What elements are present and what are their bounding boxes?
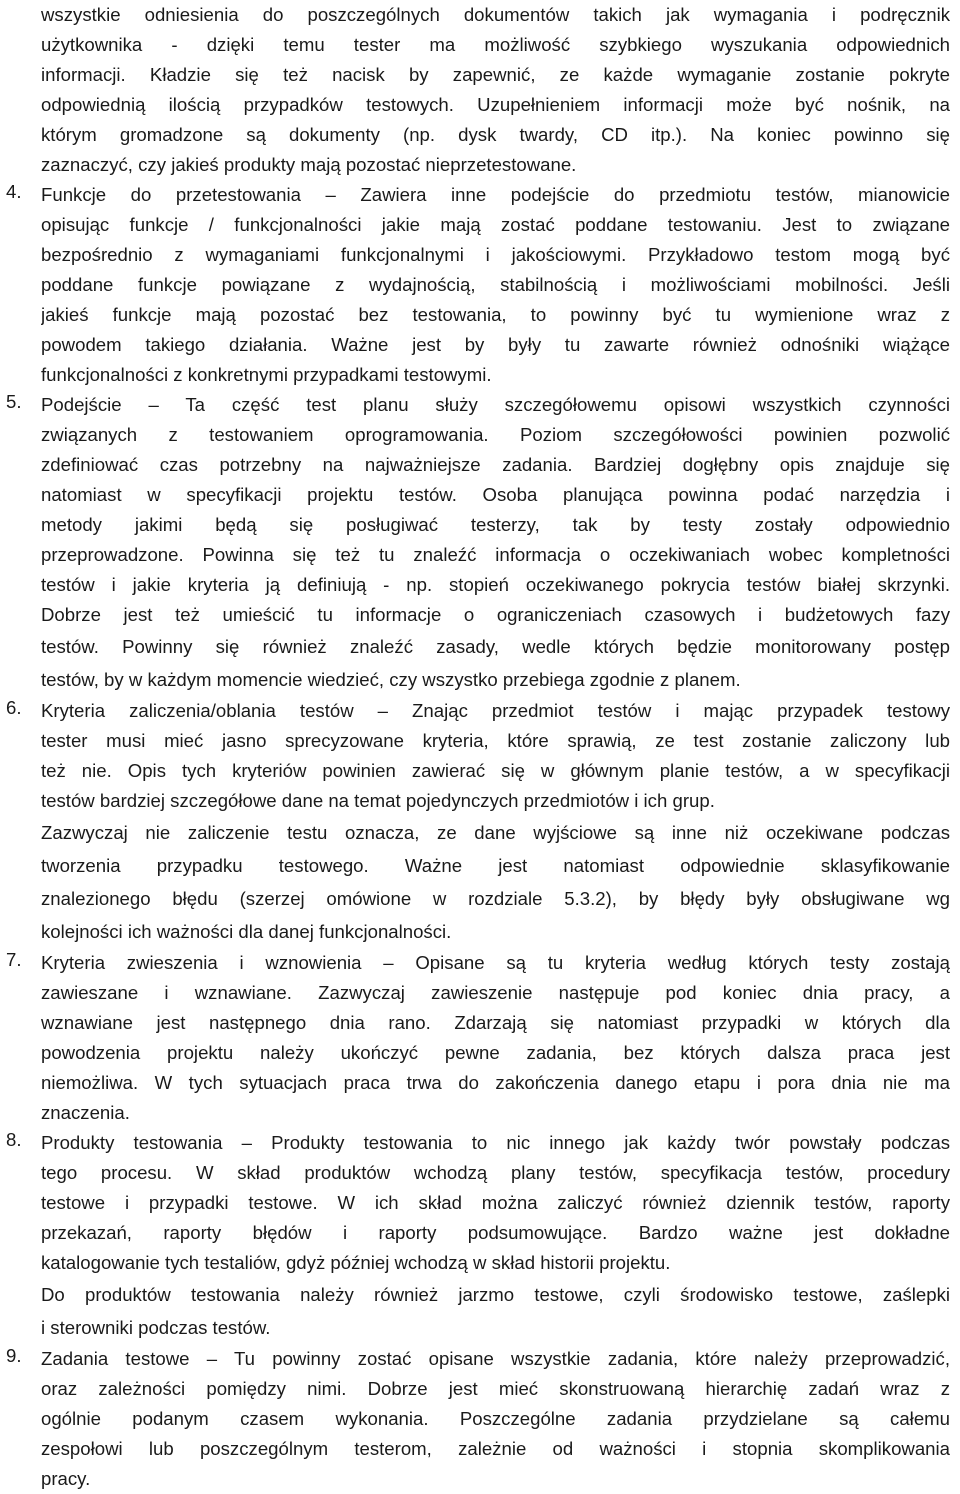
text-line: przekazań, raporty błędów i raporty podsumowujące. Bardzo ważne jest dokładne (41, 1222, 950, 1243)
text-line: powodzenia projektu należy ukończyć pewne zadania, bez których dalsza praca jest (41, 1042, 950, 1063)
text-line: zawieszane i wznawiane. Zazwyczaj zawieszenie następuje pod koniec dnia pracy, a (41, 982, 950, 1003)
text-line: zaznaczyć, czy jakieś produkty mają pozostać nieprzetestowane. (41, 154, 577, 175)
text-line: tego procesu. W skład produktów wchodzą plany testów, specyfikacja testów, procedury (41, 1162, 950, 1183)
text-line: użytkownika - dzięki temu tester ma możliwość szybkiego wyszukania odpowiednich (41, 34, 950, 55)
text-line: którym gromadzone są dokumenty (np. dysk twardy, CD itp.). Na koniec powinno się (41, 124, 950, 145)
text-line: Podejście – Ta część test planu służy szczegółowemu opisowi wszystkich czynności (41, 394, 950, 415)
list-item-5 (6, 390, 950, 696)
text-line: tworzenia przypadku testowego. Ważne jest natomiast odpowiednie sklasyfikowanie (41, 855, 950, 876)
text-line: testów i jakie kryteria ją definiują - np. stopień oczekiwanego pokrycia testów białej skrzynki. (41, 574, 950, 595)
text-line: Dobrze jest też umieścić tu informacje o ograniczeniach czasowych i budżetowych fazy (41, 604, 950, 625)
item-number: 4. (6, 181, 22, 202)
list-item-7 (6, 948, 950, 1128)
text-line: Kryteria zaliczenia/oblania testów – Znając przedmiot testów i mając przypadek testowy (41, 700, 950, 721)
item-body (41, 948, 950, 1128)
text-line: wszystkie odniesienia do poszczególnych dokumentów takich jak wymagania i podręcznik (41, 4, 950, 25)
text-line: przeprowadzone. Powinna się też tu znaleźć informacja o oczekiwaniach wobec kompletności (41, 544, 950, 565)
intro-body (41, 0, 950, 180)
text-line: testów, by w każdym momencie wiedzieć, czy wszystko przebiega zgodnie z planem. (41, 669, 741, 690)
text-line: Zadania testowe – Tu powinny zostać opisane wszystkie zadania, które należy przeprowadzić, (41, 1348, 950, 1369)
text-line: poddane funkcje powiązane z wydajnością, stabilnością i możliwościami mobilności. Jeśli (41, 274, 950, 295)
list-item-4 (6, 180, 950, 390)
intro-paragraph (41, 0, 950, 180)
text-line: Zazwyczaj nie zaliczenie testu oznacza, ze dane wyjściowe są inne niż oczekiwane podczas (41, 822, 950, 843)
text-line: kolejności ich ważności dla danej funkcjonalności. (41, 921, 452, 942)
text-line: znalezionego błędu (szerzej omówione w rozdziale 5.3.2), by błędy były obsługiwane wg (41, 888, 950, 909)
text-line: zdefiniować czas potrzebny na najważniejsze zadania. Bardziej dogłębny opis znajduje się (41, 454, 950, 475)
text-line: ogólnie podanym czasem wykonania. Poszczególne zadania przydzielane są całemu (41, 1408, 950, 1429)
item-number: 5. (6, 391, 22, 412)
text-line: pracy. (41, 1468, 91, 1489)
text-line: związanych z testowaniem oprogramowania. Poziom szczegółowości powinien pozwolić (41, 424, 950, 445)
text-line: niemożliwa. W tych sytuacjach praca trwa do zakończenia danego etapu i pora dnia nie ma (41, 1072, 950, 1093)
text-line: i sterowniki podczas testów. (41, 1317, 271, 1338)
text-line: testów. Powinny się również znaleźć zasady, wedle których będzie monitorowany postęp (41, 636, 950, 657)
item-body (41, 696, 950, 948)
item-body (41, 180, 950, 390)
list-item-6 (6, 696, 950, 948)
text-line: Do produktów testowania należy również jarzmo testowe, czyli środowisko testowe, zaślepki (41, 1284, 950, 1305)
text-line: tester musi mieć jasno sprecyzowane kryteria, które sprawią, ze test zostanie zaliczony lub (41, 730, 950, 751)
text-line: testowe i przypadki testowe. W ich skład można zaliczyć również dziennik testów, raporty (41, 1192, 950, 1213)
item-number: 8. (6, 1129, 22, 1150)
text-line: oraz zależności pomiędzy nimi. Dobrze jest mieć skonstruowaną hierarchię zadań wraz z (41, 1378, 950, 1399)
text-line: Funkcje do przetestowania – Zawiera inne podejście do przedmiotu testów, mianowicie (41, 184, 950, 205)
text-line: testów bardziej szczegółowe dane na temat pojedynczych przedmiotów i ich grup. (41, 790, 715, 811)
text-line: Produkty testowania – Produkty testowania to nic innego jak każdy twór powstały podczas (41, 1132, 950, 1153)
text-line: powodem takiego działania. Ważne jest by były tu zawarte również odnośniki wiążące (41, 334, 950, 355)
text-line: opisując funkcje / funkcjonalności jakie mają zostać poddane testowaniu. Jest to związane (41, 214, 950, 235)
item-body (41, 1128, 950, 1344)
text-line: odpowiednią ilością przypadków testowych. Uzupełnieniem informacji może być nośnik, na (41, 94, 950, 115)
text-line: bezpośrednio z wymaganiami funkcjonalnymi i jakościowymi. Przykładowo testom mogą być (41, 244, 950, 265)
text-line: zespołowi lub poszczególnym testerom, zależnie od ważności i stopnia skomplikowania (41, 1438, 950, 1459)
text-line: informacji. Kładzie się też nacisk by zapewnić, ze każde wymaganie zostanie pokryte (41, 64, 950, 85)
text-line: Kryteria zwieszenia i wznowienia – Opisane są tu kryteria według których testy zostają (41, 952, 950, 973)
item-number: 9. (6, 1345, 22, 1366)
text-line: znaczenia. (41, 1102, 130, 1123)
text-line: jakieś funkcje mają pozostać bez testowania, to powinny być tu wymienione wraz z (41, 304, 950, 325)
list-item-8 (6, 1128, 950, 1344)
item-body (41, 1344, 950, 1494)
text-line: metody jakimi będą się posługiwać testerzy, tak by testy zostały odpowiednio (41, 514, 950, 535)
text-line: wznawiane jest następnego dnia rano. Zdarzają się natomiast przypadki w których dla (41, 1012, 950, 1033)
text-line: katalogowanie tych testaliów, gdyż później wchodzą w skład historii projektu. (41, 1252, 671, 1273)
item-number: 6. (6, 697, 22, 718)
item-number: 7. (6, 949, 22, 970)
text-line: funkcjonalności z konkretnymi przypadkami testowymi. (41, 364, 492, 385)
text-line: natomiast w specyfikacji projektu testów. Osoba planująca powinna podać narzędzia i (41, 484, 950, 505)
text-line: też nie. Opis tych kryteriów powinien zawierać się w głównym planie testów, a w specyfikacji (41, 760, 950, 781)
list-item-9 (6, 1344, 950, 1494)
item-body (41, 390, 950, 696)
